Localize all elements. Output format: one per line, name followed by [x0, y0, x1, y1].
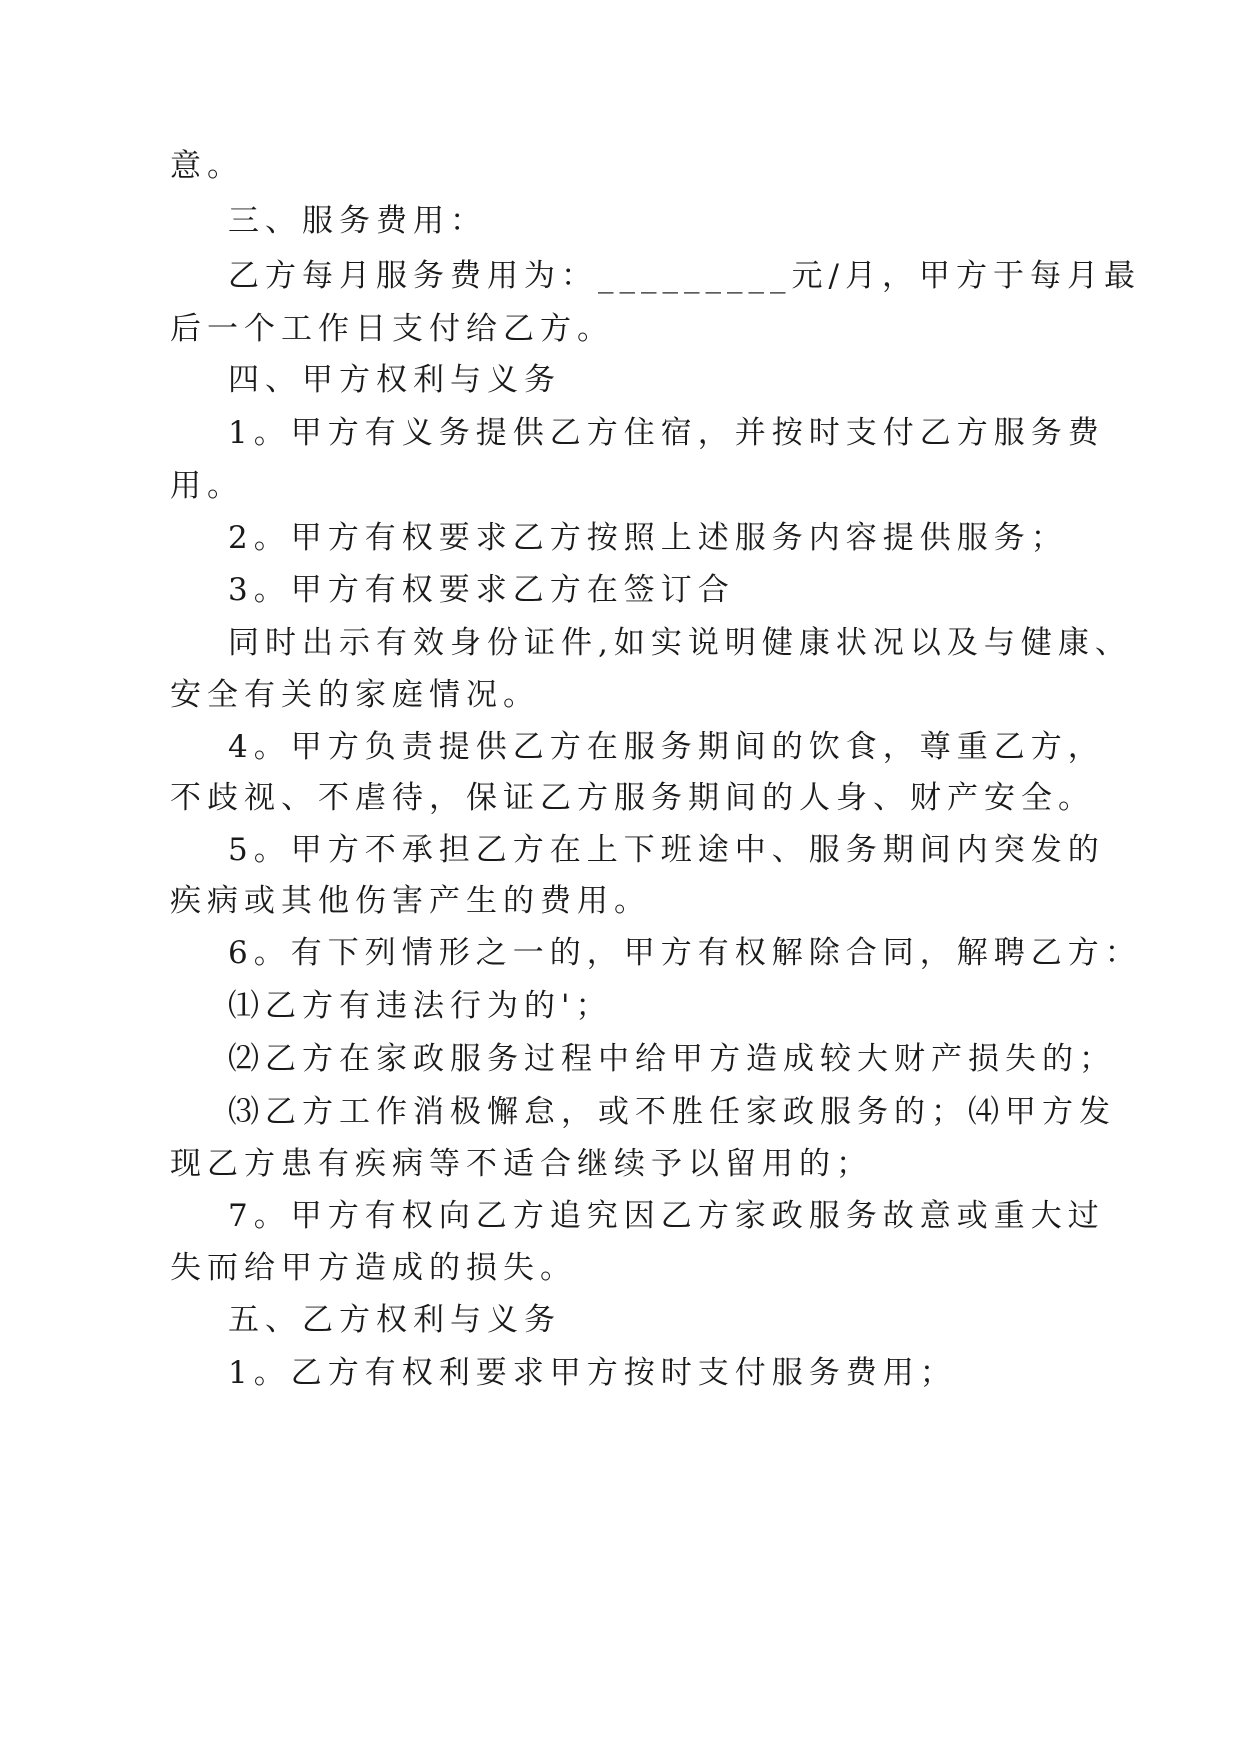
text-line: 失而给甲方造成的损失。 — [170, 1250, 577, 1286]
section-heading-party-b: 五、乙方权利与义务 — [228, 1302, 561, 1338]
text-line: 2。甲方有权要求乙方按照上述服务内容提供服务； — [228, 520, 1068, 556]
text-line: 4。甲方负责提供乙方在服务期间的饮食，尊重乙方， — [228, 729, 1105, 765]
text-line: 疾病或其他伤害产生的费用。 — [170, 883, 651, 919]
text-line: 乙方每月服务费用为：_________元/月，甲方于每月最 — [228, 258, 1141, 294]
text-line: ⑴乙方有违法行为的'； — [228, 988, 613, 1024]
text-line: 意。 — [170, 148, 244, 184]
section-heading-fees: 三、服务费用： — [228, 203, 487, 239]
text-line: 5。甲方不承担乙方在上下班途中、服务期间内突发的 — [228, 832, 1105, 868]
text-line: 6。有下列情形之一的，甲方有权解除合同，解聘乙方： — [228, 935, 1142, 971]
text-line: 3。甲方有权要求乙方在签订合 — [228, 572, 735, 608]
text-line: 7。甲方有权向乙方追究因乙方家政服务故意或重大过 — [228, 1198, 1105, 1234]
text-line: 安全有关的家庭情况。 — [170, 677, 540, 713]
text-line: 后一个工作日支付给乙方。 — [170, 311, 614, 347]
text-line: 同时出示有效身份证件,如实说明健康状况以及与健康、 — [228, 625, 1132, 661]
text-line: 1。甲方有义务提供乙方住宿，并按时支付乙方服务费 — [228, 415, 1105, 451]
text-line: ⑶乙方工作消极懈怠，或不胜任家政服务的；⑷甲方发 — [228, 1094, 1116, 1130]
text-line: 用。 — [170, 468, 244, 504]
text-line: 不歧视、不虐待，保证乙方服务期间的人身、财产安全。 — [170, 780, 1095, 816]
text-line: 现乙方患有疾病等不适合继续予以留用的； — [170, 1146, 873, 1182]
section-heading-party-a: 四、甲方权利与义务 — [228, 362, 561, 398]
text-line: ⑵乙方在家政服务过程中给甲方造成较大财产损失的； — [228, 1041, 1116, 1077]
text-line: 1。乙方有权利要求甲方按时支付服务费用； — [228, 1355, 957, 1391]
